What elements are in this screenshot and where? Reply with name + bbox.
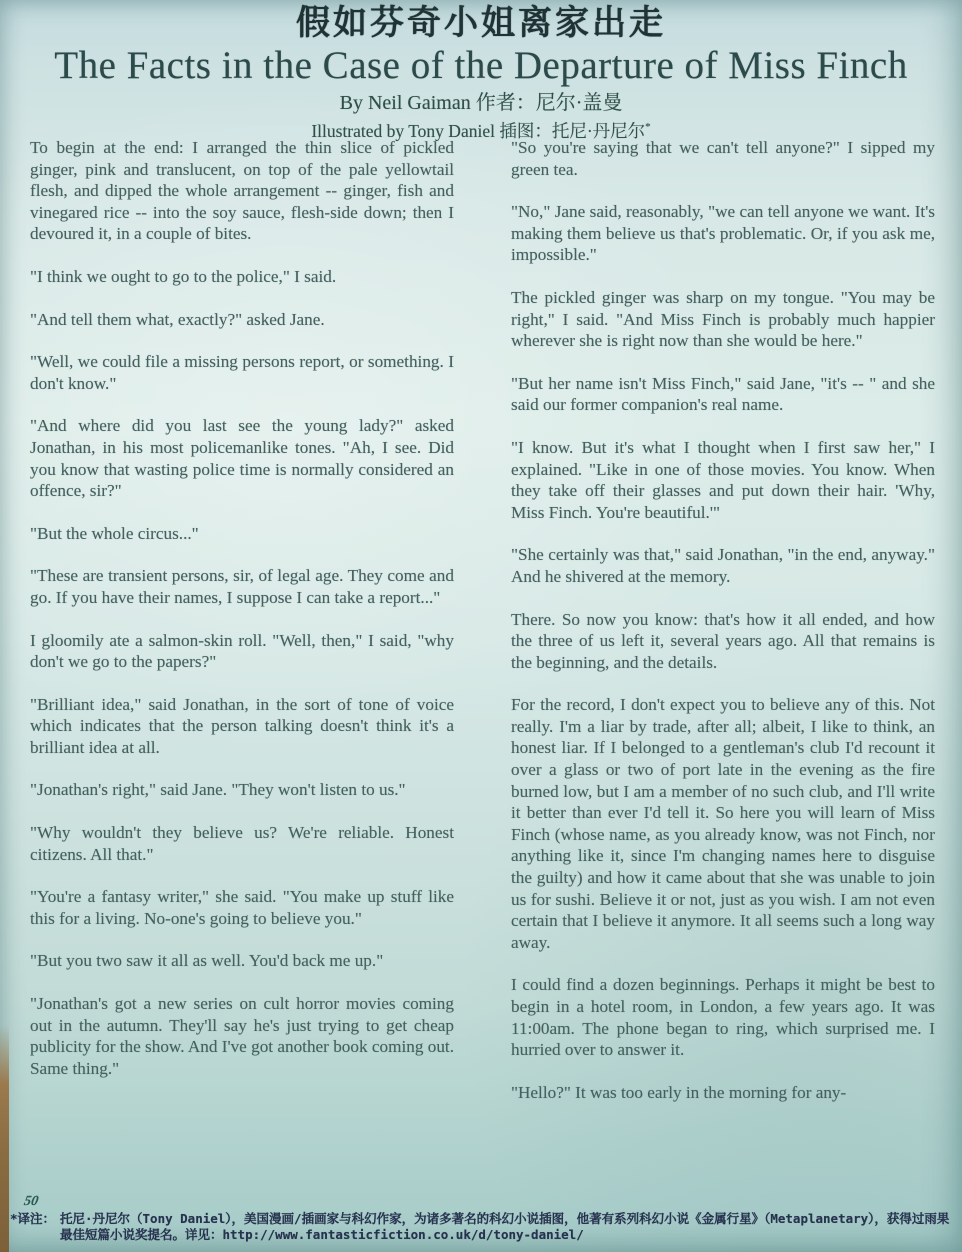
story-paragraph: "So you're saying that we can't tell anyone?" I sipped my green tea. [511,138,935,179]
story-paragraph: There. So now you know: that's how it all ended, and how the three of us left it, several years ago. All that remains is the beginning, and the details. [511,609,935,672]
story-paragraph: "You're a fantasy writer," she said. "You make up stuff like this for a living. No-one's going to believe you." [30,887,454,928]
story-paragraph: "And tell them what, exactly?" asked Jane. [30,309,325,329]
illustrator-text: Illustrated by Tony Daniel 插图：托尼·丹尼尔 [311,120,646,141]
footnote-text [60,1211,962,1243]
story-paragraph: "Why wouldn't they believe us? We're reliable. Honest citizens. All that." [30,823,454,864]
story-paragraph: "Well, we could file a missing persons report, or something. I don't know." [30,352,454,393]
author-byline: By Neil Gaiman 作者：尼尔·盖曼 [339,92,623,114]
translator-footnote [10,1211,962,1243]
footnote-line-2: 最佳短篇小说奖提名。详见：http://www.fantasticfiction.co.uk/d/tony-daniel/ [60,1227,584,1242]
footnote-line-1: 托尼·丹尼尔（Tony Daniel），美国漫画/插画家与科幻作家，为诸多著名的科幻小说插图，他著有系列科幻小说《金属行星》（Metaplanetary），获得过雨果 [60,1211,950,1226]
story-paragraph: "But the whole circus..." [30,523,199,543]
story-paragraph: "But you two saw it all as well. You'd back me up." [30,951,384,971]
title-english: The Facts in the Case of the Departure of Miss Finch [54,44,908,87]
story-paragraph: "And where did you last see the young lady?" asked Jonathan, in his most policemanlike tones. "Ah, I see. Did you know that wasting police time is normally considered an offence, sir?" [30,416,454,501]
page-number: 50 [22,1194,40,1209]
left-column [30,137,454,1124]
page-edge-strip [0,1025,9,1252]
story-paragraph: I could find a dozen beginnings. Perhaps it might be best to begin in a hotel room, in London, a few years ago. It was 11:00am. The phone began to ring, which surprised me. I hurried over to answer it. [511,975,935,1060]
story-paragraph: "But her name isn't Miss Finch," said Jane, "it's -- " and she said our former companion's real name. [511,373,935,415]
story-paragraph: "These are transient persons, sir, of legal age. They come and go. If you have their names, I suppose I can take a report..." [30,566,454,607]
story-body [30,137,935,1124]
story-paragraph: The pickled ginger was sharp on my tongue. "You may be right," I said. "And Miss Finch is probably much happier wherever she is right now than she would be here." [511,287,935,351]
story-paragraph: "I know. But it's what I thought when I first saw her," I explained. "Like in one of those movies. You know. When they take off their glasses and put down their hair. 'Why, Miss Finch. You're beautiful.'" [511,437,935,522]
page-header [0,4,962,142]
title-chinese: 假如芬奇小姐离家出走 [296,5,666,42]
story-paragraph: "Jonathan's right," said Jane. "They won't listen to us." [30,780,406,800]
story-paragraph: To begin at the end: I arranged the thin slice of pickled ginger, pink and translucent, on top of the pale yellowtail flesh, and dipped the whole arrangement -- ginger, fish and vinegared rice -- into the soy sauce, flesh-side down; then I devoured it, in a couple of bites. [30,138,454,244]
story-paragraph: "She certainly was that," said Jonathan, "in the end, anyway." And he shivered at the memory. [511,545,935,586]
footnote-asterisk: * [645,121,651,133]
right-column [511,137,935,1124]
story-paragraph: "I think we ought to go to the police," I said. [30,266,337,286]
story-paragraph: I gloomily ate a salmon-skin roll. "Well, then," I said, "why don't we go to the papers?" [30,630,454,672]
story-paragraph: "Hello?" It was too early in the morning for any- [511,1082,847,1102]
story-paragraph: "Jonathan's got a new series on cult horror movies coming out in the autumn. They'll say he's just trying to get cheap publicity for the show. And I've got another book coming out. Same thing." [30,994,454,1078]
story-paragraph: For the record, I don't expect you to believe any of this. Not really. I'm a liar by trade, after all; albeit, I like to think, an honest liar. If I belonged to a gentleman's club I'd recount it over a glass or two of port late in the evening as the fire burned low, but I am a member of no such club, and I'll write it better than ever I'd tell it. So here you will learn of Miss Finch (whose name, as you already know, was not Finch, nor anything like it, since I'm changing names here to disguise the guilty) and how it came about that she was unable to join us for sushi. Believe it or not, just as you wish. I am not even certain that I believe it anymore. It all seems such a long way away. [511,695,935,952]
story-paragraph: "No," Jane said, reasonably, "we can tell anyone we want. It's making them believe us that's problematic. Or, if you ask me, impossible." [511,202,935,265]
footnote-marker: *译注： [10,1211,56,1226]
story-paragraph: "Brilliant idea," said Jonathan, in the sort of tone of voice which indicates that the person talking doesn't think it's a brilliant idea at all. [30,694,454,757]
